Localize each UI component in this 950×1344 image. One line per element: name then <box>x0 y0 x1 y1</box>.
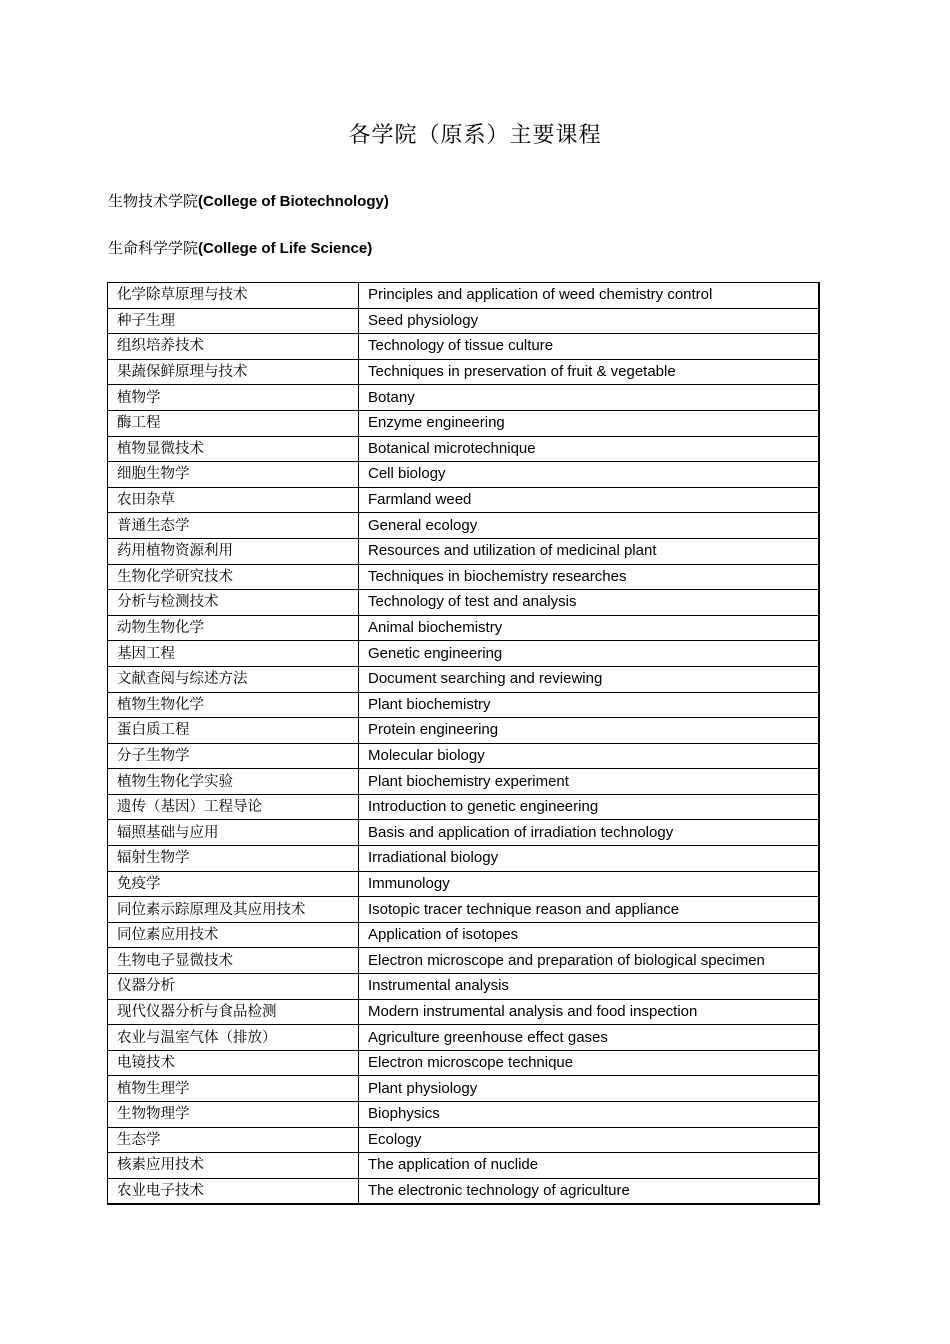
course-table-body <box>108 283 820 1205</box>
course-name-cn: 植物学 <box>108 385 359 411</box>
course-name-en: Animal biochemistry <box>359 615 820 641</box>
course-name-cn: 生态学 <box>108 1127 359 1153</box>
course-name-cn: 酶工程 <box>108 410 359 436</box>
table-row <box>108 692 820 718</box>
course-name-en: Seed physiology <box>359 308 820 334</box>
table-row <box>108 436 820 462</box>
course-name-cn: 免疫学 <box>108 871 359 897</box>
course-name-en: Enzyme engineering <box>359 410 820 436</box>
table-row <box>108 1153 820 1179</box>
course-name-cn: 普通生态学 <box>108 513 359 539</box>
course-name-en: Electron microscope and preparation of biological specimen <box>359 948 820 974</box>
table-row <box>108 1050 820 1076</box>
table-row <box>108 1127 820 1153</box>
course-name-cn: 动物生物化学 <box>108 615 359 641</box>
course-name-cn: 植物生物化学 <box>108 692 359 718</box>
course-name-cn: 现代仪器分析与食品检测 <box>108 999 359 1025</box>
section-heading-cn: 生命科学学院 <box>108 239 199 257</box>
course-name-en: Botanical microtechnique <box>359 436 820 462</box>
course-name-cn: 植物显微技术 <box>108 436 359 462</box>
course-name-cn: 分析与检测技术 <box>108 590 359 616</box>
page-title: 各学院（原系）主要课程 <box>348 123 602 148</box>
table-row <box>108 743 820 769</box>
course-name-en: General ecology <box>359 513 820 539</box>
course-name-en: Isotopic tracer technique reason and appliance <box>359 897 820 923</box>
course-name-en: The electronic technology of agriculture <box>359 1178 820 1204</box>
course-name-en: Plant biochemistry experiment <box>359 769 820 795</box>
course-name-en: Cell biology <box>359 462 820 488</box>
table-row <box>108 974 820 1000</box>
course-name-en: Instrumental analysis <box>359 974 820 1000</box>
course-name-cn: 生物物理学 <box>108 1102 359 1128</box>
table-row <box>108 283 820 309</box>
table-row <box>108 513 820 539</box>
table-row <box>108 820 820 846</box>
course-name-en: Protein engineering <box>359 718 820 744</box>
course-name-en: Techniques in biochemistry researches <box>359 564 820 590</box>
section-heading-cn: 生物技术学院 <box>108 192 199 210</box>
course-name-en: Ecology <box>359 1127 820 1153</box>
course-table <box>107 282 820 1205</box>
table-row <box>108 385 820 411</box>
course-name-en: Plant biochemistry <box>359 692 820 718</box>
course-name-cn: 组织培养技术 <box>108 334 359 360</box>
course-name-cn: 遗传（基因）工程导论 <box>108 794 359 820</box>
course-name-en: Plant physiology <box>359 1076 820 1102</box>
table-row <box>108 794 820 820</box>
table-row <box>108 1102 820 1128</box>
table-row <box>108 308 820 334</box>
course-name-en: Agriculture greenhouse effect gases <box>359 1025 820 1051</box>
section-heading-en: (College of Biotechnology) <box>198 193 389 210</box>
table-row <box>108 359 820 385</box>
course-name-cn: 仪器分析 <box>108 974 359 1000</box>
table-row <box>108 999 820 1025</box>
course-name-cn: 化学除草原理与技术 <box>108 283 359 309</box>
course-name-cn: 基因工程 <box>108 641 359 667</box>
course-name-cn: 分子生物学 <box>108 743 359 769</box>
table-row <box>108 871 820 897</box>
course-name-en: The application of nuclide <box>359 1153 820 1179</box>
table-row <box>108 897 820 923</box>
course-name-en: Document searching and reviewing <box>359 666 820 692</box>
course-name-cn: 农田杂草 <box>108 487 359 513</box>
course-name-cn: 核素应用技术 <box>108 1153 359 1179</box>
course-name-cn: 细胞生物学 <box>108 462 359 488</box>
course-name-en: Introduction to genetic engineering <box>359 794 820 820</box>
course-name-en: Modern instrumental analysis and food inspection <box>359 999 820 1025</box>
table-row <box>108 564 820 590</box>
course-name-cn: 种子生理 <box>108 308 359 334</box>
course-name-cn: 植物生物化学实验 <box>108 769 359 795</box>
table-row <box>108 487 820 513</box>
course-name-cn: 蛋白质工程 <box>108 718 359 744</box>
section-heading-en: (College of Life Science) <box>198 240 373 257</box>
course-name-en: Resources and utilization of medicinal plant <box>359 538 820 564</box>
table-row <box>108 334 820 360</box>
course-name-en: Principles and application of weed chemistry control <box>359 283 820 309</box>
course-name-cn: 生物化学研究技术 <box>108 564 359 590</box>
course-name-en: Irradiational biology <box>359 846 820 872</box>
table-row <box>108 769 820 795</box>
course-name-cn: 辐射生物学 <box>108 846 359 872</box>
table-row <box>108 718 820 744</box>
course-name-en: Technology of tissue culture <box>359 334 820 360</box>
course-name-en: Molecular biology <box>359 743 820 769</box>
course-name-en: Botany <box>359 385 820 411</box>
course-name-cn: 药用植物资源利用 <box>108 538 359 564</box>
course-name-en: Immunology <box>359 871 820 897</box>
course-name-cn: 同位素应用技术 <box>108 922 359 948</box>
course-name-en: Application of isotopes <box>359 922 820 948</box>
course-name-cn: 农业与温室气体（排放） <box>108 1025 359 1051</box>
table-row <box>108 462 820 488</box>
course-name-en: Electron microscope technique <box>359 1050 820 1076</box>
course-name-en: Techniques in preservation of fruit & vegetable <box>359 359 820 385</box>
section-heading-life-science <box>108 237 372 258</box>
course-name-cn: 文献查阅与综述方法 <box>108 666 359 692</box>
table-row <box>108 1025 820 1051</box>
course-name-cn: 电镜技术 <box>108 1050 359 1076</box>
table-row <box>108 615 820 641</box>
section-heading-biotechnology <box>108 190 389 211</box>
course-name-en: Farmland weed <box>359 487 820 513</box>
table-row <box>108 922 820 948</box>
course-name-cn: 农业电子技术 <box>108 1178 359 1204</box>
table-row <box>108 538 820 564</box>
course-name-en: Basis and application of irradiation technology <box>359 820 820 846</box>
course-name-en: Genetic engineering <box>359 641 820 667</box>
course-name-en: Technology of test and analysis <box>359 590 820 616</box>
table-row <box>108 846 820 872</box>
course-name-cn: 同位素示踪原理及其应用技术 <box>108 897 359 923</box>
table-row <box>108 641 820 667</box>
table-row <box>108 1178 820 1204</box>
course-name-cn: 辐照基础与应用 <box>108 820 359 846</box>
course-name-cn: 植物生理学 <box>108 1076 359 1102</box>
table-row <box>108 410 820 436</box>
table-row <box>108 666 820 692</box>
table-row <box>108 590 820 616</box>
course-name-cn: 生物电子显微技术 <box>108 948 359 974</box>
table-row <box>108 948 820 974</box>
table-row <box>108 1076 820 1102</box>
course-name-en: Biophysics <box>359 1102 820 1128</box>
course-name-cn: 果蔬保鲜原理与技术 <box>108 359 359 385</box>
